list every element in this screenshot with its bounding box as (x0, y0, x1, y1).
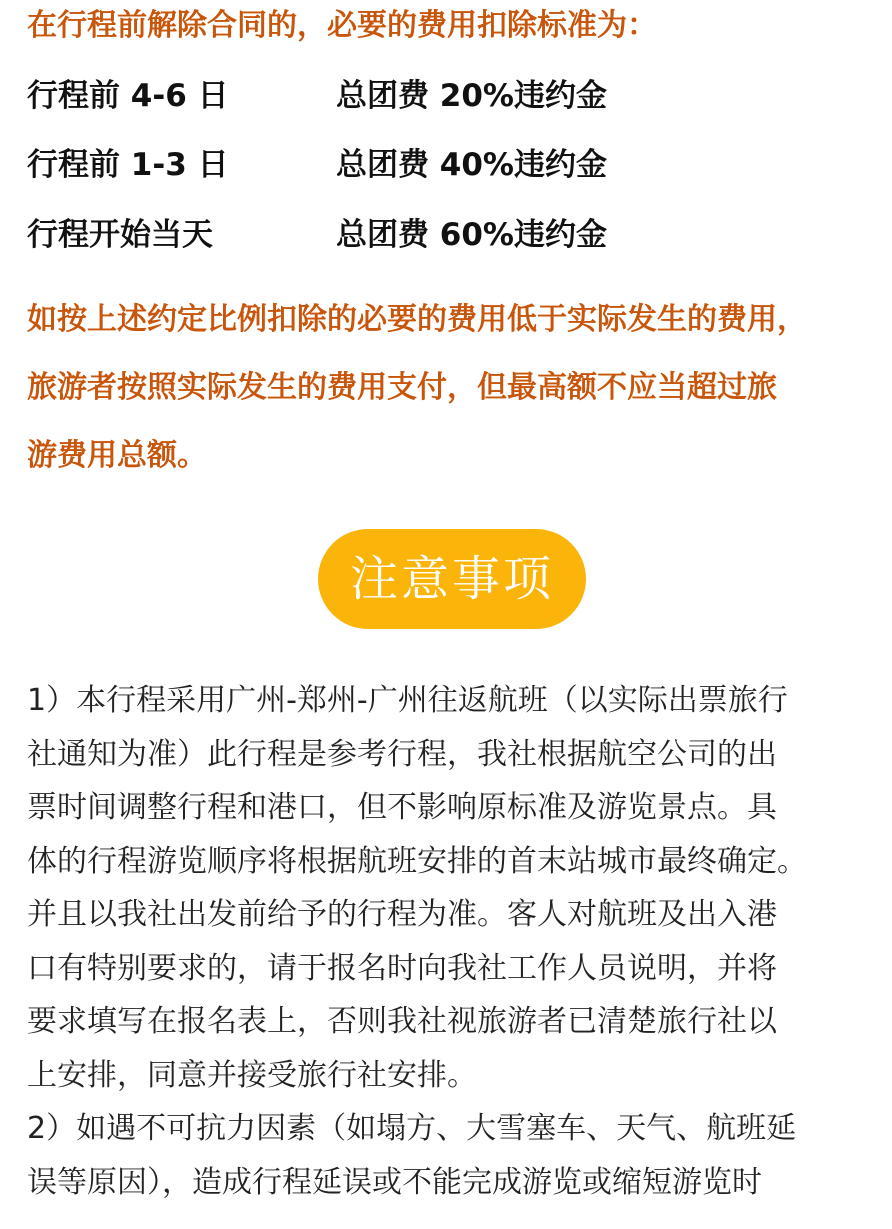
note-line: 旅游者按照实际发生的费用支付，但最高额不应当超过旅 (27, 370, 777, 405)
fee-timing: 行程前 4-6 日 (27, 78, 229, 114)
notice-line: 并且以我社出发前给予的行程为准。客人对航班及出入港 (27, 897, 777, 932)
notice-line: 上安排，同意并接受旅行社安排。 (27, 1057, 477, 1093)
section-title-badge: 注意事项 (318, 529, 586, 629)
fee-penalty: 总团费 60%违约金 (336, 217, 607, 253)
note-line: 如按上述约定比例扣除的必要的费用低于实际发生的费用， (27, 302, 807, 337)
notice-line: 要求填写在报名表上，否则我社视旅游者已清楚旅行社以 (27, 1004, 777, 1039)
notice-line: 社通知为准）此行程是参考行程，我社根据航空公司的出 (27, 736, 777, 772)
cancellation-note (27, 286, 872, 490)
cancellation-intro: 在行程前解除合同的，必要的费用扣除标准为： (27, 8, 657, 43)
notice-line: 2）如遇不可抗力因素（如塌方、大雪塞车、天气、航班延 (27, 1111, 797, 1146)
notice-line: 口有特别要求的，请于报名时向我社工作人员说明，并将 (27, 950, 777, 986)
fee-timing: 行程开始当天 (27, 217, 213, 253)
notice-line: 票时间调整行程和港口，但不影响原标准及游览景点。具 (27, 790, 777, 825)
fee-penalty: 总团费 40%违约金 (336, 147, 607, 183)
fee-penalty: 总团费 20%违约金 (336, 78, 607, 114)
notice-line: 体的行程游览顺序将根据航班安排的首末站城市最终确定。 (27, 843, 807, 879)
fee-timing: 行程前 1-3 日 (27, 147, 229, 183)
notices-body (27, 674, 872, 1209)
notice-line: 1）本行程采用广州-郑州-广州往返航班（以实际出票旅行 (27, 683, 788, 718)
notice-line: 误等原因），造成行程延误或不能完成游览或缩短游览时 (27, 1164, 762, 1200)
note-line: 游费用总额。 (27, 438, 207, 473)
